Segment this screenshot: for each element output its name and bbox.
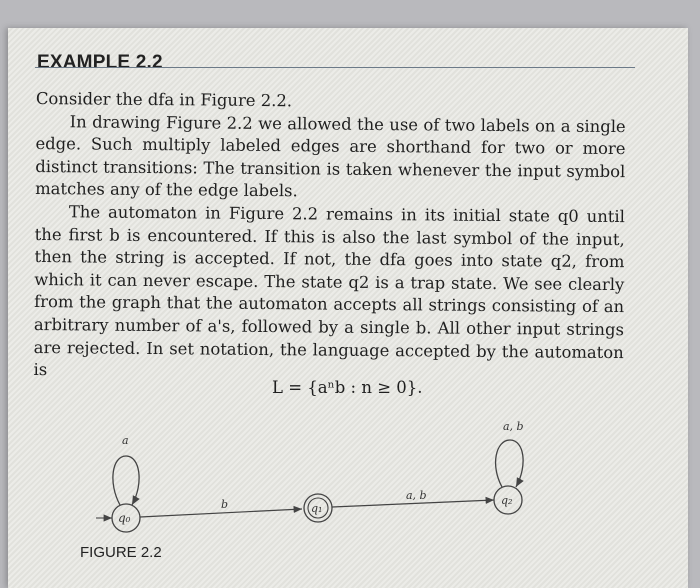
loop-q0-edge bbox=[113, 456, 139, 505]
dfa-diagram bbox=[8, 28, 688, 588]
figure-caption: FIGURE 2.2 bbox=[80, 544, 162, 561]
loop-q0-label: a bbox=[122, 434, 129, 447]
example-heading: EXAMPLE 2.2 bbox=[37, 52, 163, 73]
language-formula: L = {aⁿb : n ≥ 0}. bbox=[272, 378, 423, 397]
state-q2-label: q₂ bbox=[501, 494, 513, 507]
edge-q0-q1-label: b bbox=[221, 498, 229, 511]
loop-q2-label: a, b bbox=[503, 420, 524, 433]
state-q1-label: q₁ bbox=[311, 502, 323, 515]
state-q0-label: q₀ bbox=[118, 511, 131, 525]
loop-q2-edge bbox=[496, 440, 524, 487]
edge-q1-q2-label: a, b bbox=[406, 489, 427, 502]
paragraph-1: Consider the dfa in Figure 2.2. bbox=[35, 88, 293, 111]
paragraph-3: The automaton in Figure 2.2 remains in its initial state q0 until the first b is encountered. If this is also the last symbol of the input, then the string is accepted. If not, the dfa goes into state q2, from which it can never escape. The state q2 is a trap state. We see clearly from the graph that the automaton accepts all strings consisting of an arbitrary number of a's, followed by a single b. All other input strings are rejected. In set notation, the language accepted by the automaton is bbox=[33, 202, 625, 380]
textbook-page bbox=[8, 28, 688, 588]
paragraph-2: In drawing Figure 2.2 we allowed the use of two labels on a single edge. Such multiply labeled edges are shorthand for two or more distinct transitions: The transition is taken whenever the input symbol matches any of the edge labels. bbox=[35, 111, 626, 201]
